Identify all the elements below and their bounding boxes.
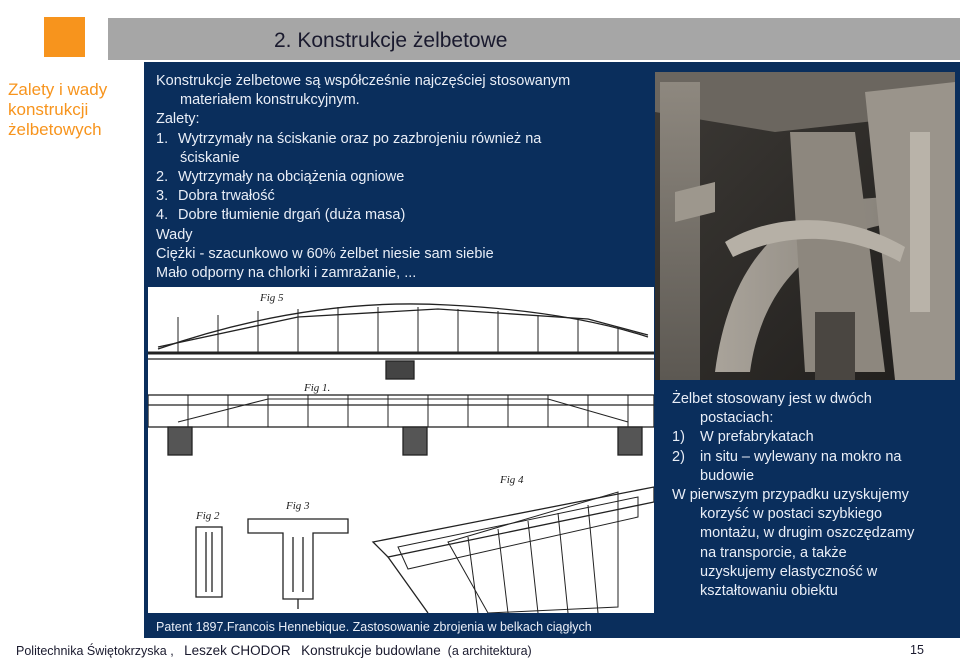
intro-line-1: Konstrukcje żelbetowe są współcześnie najczęściej stosowanym	[156, 73, 571, 89]
advantage-1: 1. Wytrzymały na ściskanie oraz po zazbrojeniu również na	[156, 130, 646, 149]
form-1: 1) W prefabrykatach	[672, 428, 952, 447]
advantage-2-number: 2.	[156, 169, 169, 186]
concrete-building-illustration	[655, 72, 955, 380]
form-2: 2) in situ – wylewany na mokro na	[672, 448, 952, 467]
forms-intro-2: postaciach:	[700, 410, 774, 427]
disadvantage-2: Mało odporny na chlorki i zamrażanie, ...	[156, 265, 417, 282]
benefits-line-6: kształtowaniu obiektu	[700, 583, 838, 600]
fig3-label: Fig 3	[286, 500, 310, 512]
title-bar	[108, 18, 960, 60]
form-1-number: 1)	[672, 429, 685, 446]
intro-line-2: materiałem konstrukcyjnym.	[180, 92, 360, 109]
advantage-2: 2. Wytrzymały na obciążenia ogniowe	[156, 168, 646, 187]
footer-course: Konstrukcje budowlane	[301, 643, 441, 658]
footer-institution: Politechnika Świętokrzyska	[16, 644, 167, 658]
benefits-line-3: montażu, w drugim oszczędzamy	[700, 525, 915, 542]
disadvantages-label: Wady	[156, 226, 193, 243]
fig4-label: Fig 4	[500, 474, 524, 486]
advantages-disadvantages-text	[156, 72, 646, 283]
advantage-3-number: 3.	[156, 188, 169, 205]
sidebar-title: Zalety i wady konstrukcji żelbetowych	[8, 80, 108, 139]
slide-title: 2. Konstrukcje żelbetowe	[274, 29, 508, 52]
advantage-1-number: 1.	[156, 130, 169, 147]
concrete-building-photo	[655, 72, 955, 380]
benefits-line-5: uzyskujemy elastyczność w	[700, 563, 878, 580]
footer-text	[16, 643, 532, 658]
drawing-caption: Patent 1897.Francois Hennebique. Zastosowanie zbrojenia w belkach ciągłych	[156, 620, 592, 634]
benefits-line-2: korzyść w postaci szybkiego	[700, 506, 883, 523]
advantage-4-number: 4.	[156, 207, 169, 224]
disadvantage-1: Ciężki - szacunkowo w 60% żelbet niesie sam siebie	[156, 245, 494, 262]
benefits-line-4: na transporcie, a także	[700, 544, 847, 561]
forms-intro-1: Żelbet stosowany jest w dwóch	[672, 391, 872, 407]
footer-author: Leszek CHODOR	[184, 643, 291, 658]
reinforcement-sketches	[148, 287, 654, 613]
fig1-label: Fig 1.	[304, 382, 331, 394]
hennebique-patent-drawing	[148, 287, 654, 613]
advantages-label: Zalety:	[156, 111, 200, 128]
orange-accent-square	[44, 17, 85, 57]
form-2-cont: budowie	[700, 467, 755, 484]
advantage-3: 3. Dobra trwałość	[156, 187, 646, 206]
fig2-label: Fig 2	[196, 510, 220, 522]
footer-separator: ,	[170, 644, 174, 658]
page-number: 15	[910, 643, 924, 657]
footer-course-note: (a architektura)	[447, 644, 532, 658]
fig5-label: Fig 5	[260, 292, 284, 304]
advantage-4: 4. Dobre tłumienie drgań (duża masa)	[156, 206, 646, 225]
benefits-line-1: W pierwszym przypadku uzyskujemy	[672, 487, 909, 504]
reinforced-concrete-forms-text	[672, 390, 952, 601]
form-2-number: 2)	[672, 448, 685, 465]
advantage-1-cont: ściskanie	[180, 149, 240, 166]
